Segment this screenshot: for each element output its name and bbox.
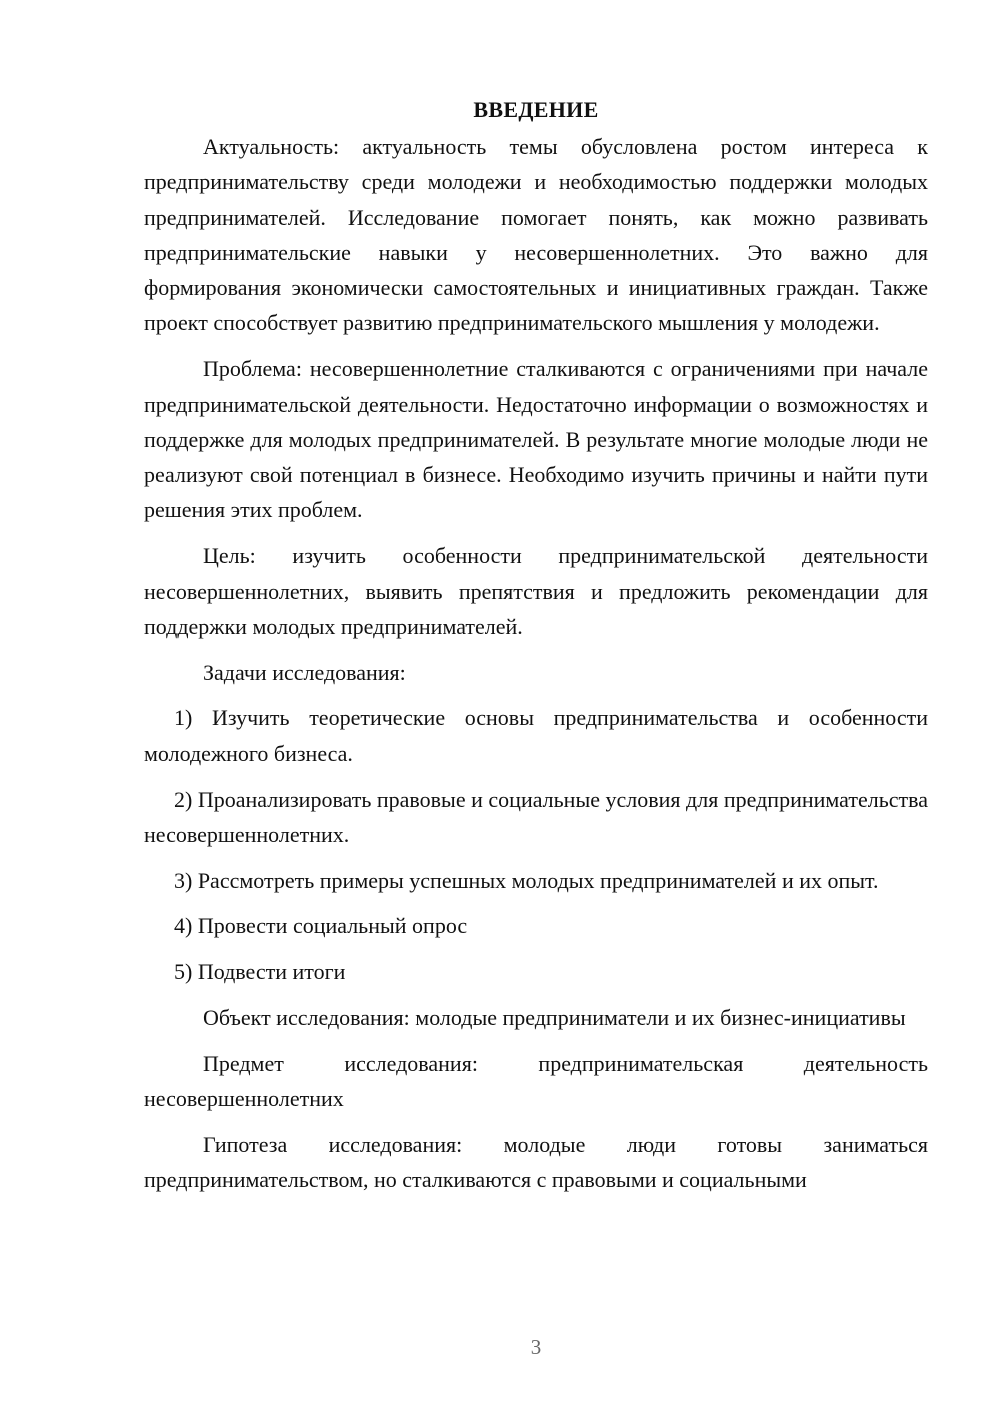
- paragraph-relevance: Актуальность: актуальность темы обусловлена ростом интереса к предпринимательству среди молодежи и необходимостью поддержки молодых предпринимателей. Исследование помогает понять, как можно развивать предпринимательские навыки у несовершеннолетних. Это важно для формирования экономически самостоятельных и инициативных граждан. Также проект способствует развитию предпринимательского мышления у молодежи.: [144, 134, 928, 336]
- task-item-3: 3) Рассмотреть примеры успешных молодых предпринимателей и их опыт.: [174, 867, 879, 893]
- paragraph-problem: Проблема: несовершеннолетние сталкиваются с ограничениями при начале предпринимательской деятельности. Недостаточно информации о возможностях и поддержке для молодых предпринимателей. В результате многие молодые люди не реализуют свой потенциал в бизнесе. Необходимо изучить причины и найти пути решения этих проблем.: [144, 356, 928, 523]
- task-item-5: 5) Подвести итоги: [174, 959, 346, 985]
- task-item-4: 4) Провести социальный опрос: [174, 913, 468, 939]
- task-item-1: 1) Изучить теоретические основы предпринимательства и особенности молодежного бизнеса.: [144, 705, 928, 766]
- document-page: [144, 92, 928, 1198]
- tasks-title: Задачи исследования:: [203, 659, 406, 685]
- page-title: ВВЕДЕНИЕ: [473, 97, 599, 122]
- paragraph-object: Объект исследования: молодые предприниматели и их бизнес-инициативы: [203, 1005, 906, 1031]
- paragraph-subject: Предмет исследования: предпринимательская деятельность несовершеннолетних: [144, 1050, 928, 1112]
- task-item-2: 2) Проанализировать правовые и социальные условия для предпринимательства несовершеннолетних.: [144, 786, 928, 847]
- paragraph-hypothesis: Гипотеза исследования: молодые люди готовы заниматься предпринимательством, но сталкиваются с правовыми и социальными: [144, 1131, 928, 1193]
- page-number: 3: [530, 1335, 542, 1359]
- paragraph-goal: Цель: изучить особенности предпринимательской деятельности несовершеннолетних, выявить препятствия и предложить рекомендации для поддержки молодых предпринимателей.: [144, 543, 928, 639]
